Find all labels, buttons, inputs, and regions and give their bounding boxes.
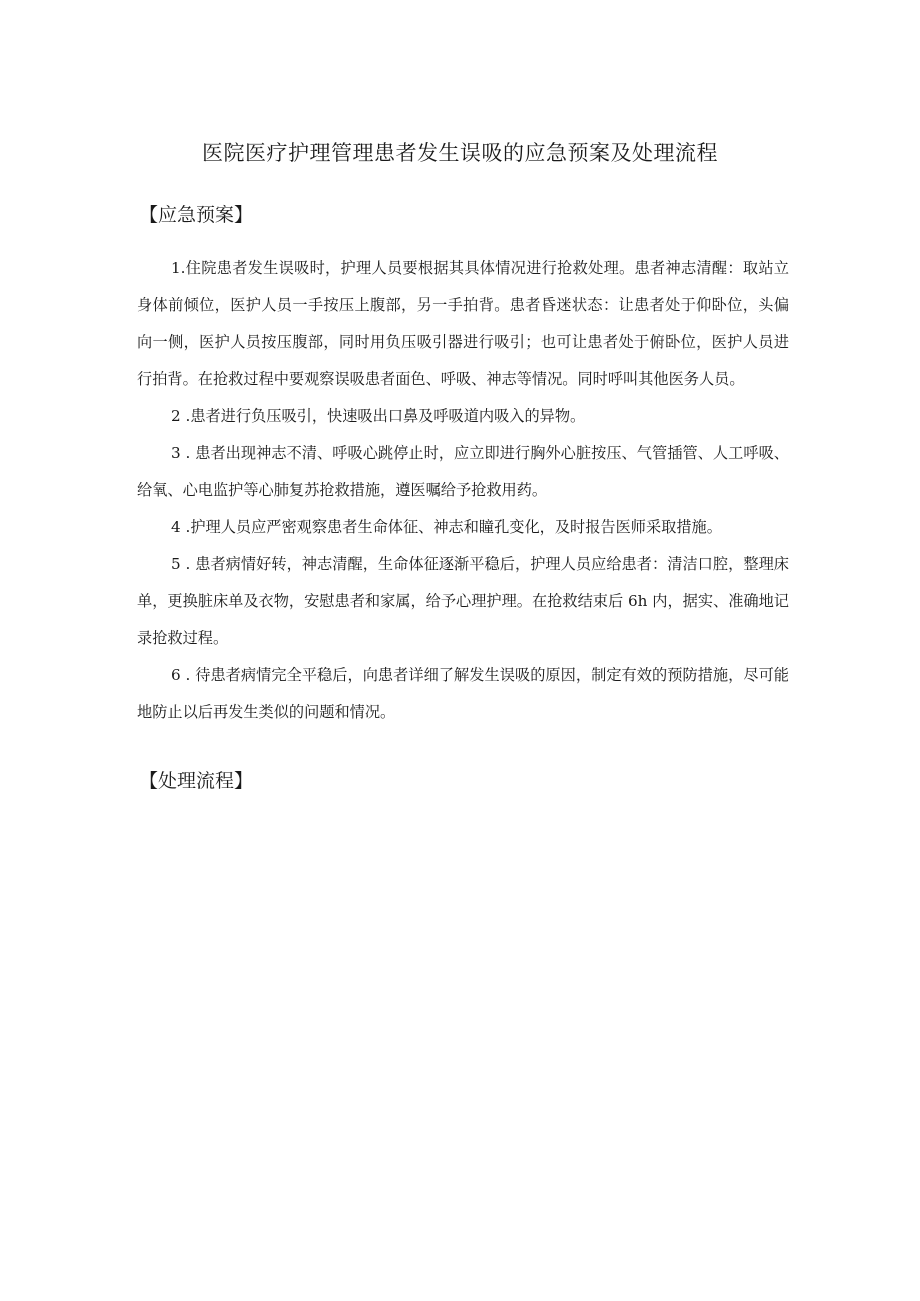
- paragraph-6: 6 . 待患者病情完全平稳后，向患者详细了解发生误吸的原因，制定有效的预防措施，尽可能地防止以后再发生类似的问题和情况。: [137, 666, 789, 721]
- paragraph-2: 2 .患者进行负压吸引，快速吸出口鼻及呼吸道内吸入的异物。: [171, 407, 586, 425]
- section-heading-emergency-plan: 【应急预案】: [139, 204, 254, 226]
- emergency-plan-body: [137, 250, 789, 731]
- paragraph-3: 3 . 患者出现神志不清、呼吸心跳停止时，应立即进行胸外心脏按压、气管插管、人工呼吸、给氧、心电监护等心肺复苏抢救措施，遵医嘱给予抢救用药。: [137, 444, 789, 499]
- section-heading-process-flow: 【处理流程】: [139, 770, 254, 792]
- paragraph-1: 1.住院患者发生误吸时，护理人员要根据其具体情况进行抢救处理。患者神志清醒：取站立身体前倾位，医护人员一手按压上腹部，另一手拍背。患者昏迷状态：让患者处于仰卧位，头偏向一侧，医护人员按压腹部，同时用负压吸引器进行吸引；也可让患者处于俯卧位，医护人员进行拍背。在抢救过程中要观察误吸患者面色、呼吸、神志等情况。同时呼叫其他医务人员。: [137, 259, 789, 388]
- document-title: 医院医疗护理管理患者发生误吸的应急预案及处理流程: [202, 141, 718, 165]
- paragraph-4: 4 .护理人员应严密观察患者生命体征、神志和瞳孔变化，及时报告医师采取措施。: [171, 518, 722, 536]
- paragraph-5: 5 . 患者病情好转，神志清醒，生命体征逐渐平稳后，护理人员应给患者：清洁口腔，整理床单，更换脏床单及衣物，安慰患者和家属，给予心理护理。在抢救结束后 6h 内，据实、准确地记录抢救过程。: [137, 555, 789, 647]
